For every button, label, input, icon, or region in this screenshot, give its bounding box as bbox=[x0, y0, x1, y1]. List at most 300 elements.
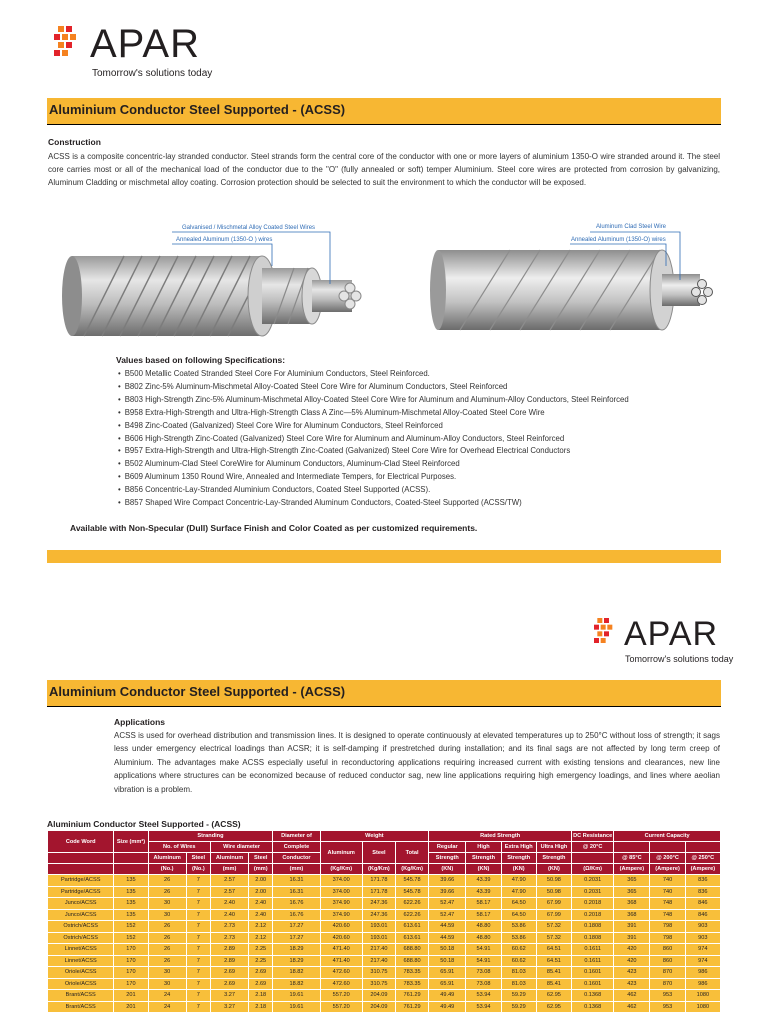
table-cell: 59.29 bbox=[501, 1001, 536, 1013]
table-cell: Junco/ACSS bbox=[48, 898, 114, 910]
table-cell: Ostrich/ACSS bbox=[48, 921, 114, 933]
table-cell: 974 bbox=[685, 944, 720, 956]
table-cell: 135 bbox=[114, 898, 148, 910]
table-cell: 170 bbox=[114, 967, 148, 979]
table-cell: 64.50 bbox=[501, 898, 536, 910]
table-cell: 2.73 bbox=[210, 921, 248, 933]
page1-title: Aluminium Conductor Steel Supported - (ACSS) bbox=[49, 102, 346, 117]
col-weight-aluminum: Aluminum bbox=[320, 842, 362, 864]
table-cell: 26 bbox=[148, 944, 186, 956]
construction-heading: Construction bbox=[48, 137, 101, 147]
table-row bbox=[48, 909, 721, 921]
table-cell: 247.36 bbox=[362, 909, 395, 921]
table-cell: Linnet/ACSS bbox=[48, 944, 114, 956]
unit-cell: (No.) bbox=[186, 864, 210, 875]
page2-title: Aluminium Conductor Steel Supported - (ACSS) bbox=[49, 684, 346, 699]
table-cell: 7 bbox=[186, 932, 210, 944]
table-cell: 953 bbox=[650, 990, 685, 1002]
table-cell: 81.03 bbox=[501, 967, 536, 979]
apar-logo-mark-icon bbox=[594, 618, 619, 643]
table-cell: 2.25 bbox=[249, 944, 273, 956]
table-title: Aluminium Conductor Steel Supported - (ACSS) bbox=[47, 819, 241, 829]
table-cell: 688.80 bbox=[396, 944, 429, 956]
table-cell: 7 bbox=[186, 978, 210, 990]
table-cell: 0.1601 bbox=[572, 967, 614, 979]
table-cell: 17.27 bbox=[273, 932, 320, 944]
table-cell: 26 bbox=[148, 932, 186, 944]
table-cell: 60.62 bbox=[501, 944, 536, 956]
col-high: High bbox=[466, 842, 501, 853]
table-cell: 2.40 bbox=[249, 898, 273, 910]
table-cell: 471.40 bbox=[320, 944, 362, 956]
unit-cell: (Ω/Km) bbox=[572, 864, 614, 875]
table-cell: 26 bbox=[148, 875, 186, 887]
brand-name: APAR bbox=[624, 615, 719, 653]
table-cell: 44.59 bbox=[429, 921, 466, 933]
table-cell: 30 bbox=[148, 967, 186, 979]
table-cell: 846 bbox=[685, 909, 720, 921]
spec-item: • B958 Extra-High-Strength and Ultra-High-Strength Class A Zinc—5% Aluminum-Mischmetal Alloy-Coated Steel Core Wire bbox=[118, 407, 629, 420]
table-cell: 1080 bbox=[685, 1001, 720, 1013]
unit-cell: (Kg/Km) bbox=[320, 864, 362, 875]
table-cell: 81.03 bbox=[501, 978, 536, 990]
table-cell: 135 bbox=[114, 909, 148, 921]
col-stranding: Stranding bbox=[148, 831, 273, 842]
table-cell: 391 bbox=[614, 921, 650, 933]
table-cell: 2.69 bbox=[249, 978, 273, 990]
spec-item: • B856 Concentric-Lay-Stranded Aluminium Conductors, Coated Steel Supported (ACSS). bbox=[118, 484, 629, 497]
table-cell: 52.47 bbox=[429, 909, 466, 921]
table-cell: 7 bbox=[186, 1001, 210, 1013]
brand-tagline: Tomorrow's solutions today bbox=[625, 654, 734, 664]
col-current-blank bbox=[614, 842, 650, 853]
table-cell: 7 bbox=[186, 955, 210, 967]
table-cell: 64.51 bbox=[536, 955, 571, 967]
table-cell: 2.18 bbox=[249, 990, 273, 1002]
unit-cell: (KN) bbox=[429, 864, 466, 875]
construction-text: ACSS is a composite concentric-lay stranded conductor. Steel strands form the central core of the conductor with one or more layers of aluminium 1350-O wire stranded around it. The steel core carries most or all of the mechanical load of the conductor due to the "O" (fully annealed or soft) temper Aluminium. Steel core wires are protected from corrosion by galvanizing, Aluminum Cladding or mischmetal alloy coating. Corrosion protection should be selected to suit the environment to which the conductor will be exposed. bbox=[48, 152, 720, 188]
table-cell: 19.61 bbox=[273, 1001, 320, 1013]
table-cell: 26 bbox=[148, 955, 186, 967]
table-cell: 860 bbox=[650, 944, 685, 956]
table-cell: 740 bbox=[650, 875, 685, 887]
table-cell: 391 bbox=[614, 932, 650, 944]
table-cell: Partridge/ACSS bbox=[48, 875, 114, 887]
col-current-blank bbox=[685, 842, 720, 853]
spec-item: • B502 Aluminum-Clad Steel CoreWire for Aluminum Conductors, Aluminum-Clad Steel Reinforced bbox=[118, 458, 629, 471]
table-cell: 368 bbox=[614, 898, 650, 910]
table-cell: 557.20 bbox=[320, 1001, 362, 1013]
table-cell: 2.89 bbox=[210, 944, 248, 956]
table-cell: 374.00 bbox=[320, 875, 362, 887]
unit-cell: (mm) bbox=[249, 864, 273, 875]
table-cell: 7 bbox=[186, 944, 210, 956]
table-cell: 374.90 bbox=[320, 909, 362, 921]
table-cell: 0.2018 bbox=[572, 909, 614, 921]
table-cell: 52.47 bbox=[429, 898, 466, 910]
table-cell: 903 bbox=[685, 932, 720, 944]
table-cell: 2.57 bbox=[210, 886, 248, 898]
table-cell: 903 bbox=[685, 921, 720, 933]
table-cell: 2.00 bbox=[249, 886, 273, 898]
table-cell: 54.91 bbox=[466, 955, 501, 967]
table-cell: 65.91 bbox=[429, 978, 466, 990]
applications-heading: Applications bbox=[114, 717, 166, 727]
table-cell: 16.31 bbox=[273, 886, 320, 898]
table-cell: 16.76 bbox=[273, 898, 320, 910]
table-cell: 3.27 bbox=[210, 1001, 248, 1013]
col-strength: Strength bbox=[501, 853, 536, 864]
table-cell: 171.78 bbox=[362, 875, 395, 887]
table-cell: 462 bbox=[614, 1001, 650, 1013]
col-code-blank bbox=[48, 853, 114, 864]
table-cell: 2.40 bbox=[210, 909, 248, 921]
table-cell: 58.17 bbox=[466, 909, 501, 921]
table-cell: 65.91 bbox=[429, 967, 466, 979]
table-cell: Ostrich/ACSS bbox=[48, 932, 114, 944]
table-cell: 16.76 bbox=[273, 909, 320, 921]
table-cell: 171.78 bbox=[362, 886, 395, 898]
left-image-label-steel: Galvanised / Mischmetal Alloy Coated Steel Wires bbox=[182, 225, 316, 231]
table-cell: 18.82 bbox=[273, 967, 320, 979]
table-cell: 7 bbox=[186, 990, 210, 1002]
page1-footer-strip bbox=[47, 550, 721, 563]
table-cell: 50.98 bbox=[536, 875, 571, 887]
table-cell: Junco/ACSS bbox=[48, 909, 114, 921]
specs-heading: Values based on following Specifications: bbox=[116, 355, 286, 365]
table-cell: 67.99 bbox=[536, 909, 571, 921]
table-cell: 17.27 bbox=[273, 921, 320, 933]
table-cell: 170 bbox=[114, 978, 148, 990]
unit-cell: (Ampere) bbox=[614, 864, 650, 875]
col-regular: Regular bbox=[429, 842, 466, 853]
unit-cell: (mm) bbox=[273, 864, 320, 875]
table-cell: 688.80 bbox=[396, 955, 429, 967]
table-cell: Brant/ACSS bbox=[48, 990, 114, 1002]
table-cell: 557.20 bbox=[320, 990, 362, 1002]
table-cell: 49.49 bbox=[429, 990, 466, 1002]
table-cell: 49.49 bbox=[429, 1001, 466, 1013]
table-cell: 53.94 bbox=[466, 990, 501, 1002]
table-cell: 26 bbox=[148, 886, 186, 898]
table-cell: 870 bbox=[650, 978, 685, 990]
col-wire-diameter: Wire diameter bbox=[210, 842, 272, 853]
col-strength: Strength bbox=[536, 853, 571, 864]
table-cell: 193.01 bbox=[362, 932, 395, 944]
table-cell: 50.18 bbox=[429, 944, 466, 956]
brand-name: APAR bbox=[90, 22, 200, 66]
table-cell: 152 bbox=[114, 921, 148, 933]
table-cell: 62.95 bbox=[536, 990, 571, 1002]
table-cell: 310.75 bbox=[362, 967, 395, 979]
table-cell: 0.2031 bbox=[572, 886, 614, 898]
spec-item: • B802 Zinc-5% Aluminum-Mischmetal Alloy-Coated Steel Core Wire for Aluminum Conductors, Steel Reinforced bbox=[118, 381, 629, 394]
table-cell: 7 bbox=[186, 921, 210, 933]
table-cell: 783.35 bbox=[396, 978, 429, 990]
table-cell: 47.90 bbox=[501, 886, 536, 898]
table-units-row bbox=[48, 864, 721, 875]
col-diameter: Conductor bbox=[273, 853, 320, 864]
table-cell: 16.31 bbox=[273, 875, 320, 887]
table-cell: 0.1611 bbox=[572, 944, 614, 956]
table-cell: 986 bbox=[685, 978, 720, 990]
unit-cell bbox=[114, 864, 148, 875]
unit-cell: (Kg/Km) bbox=[396, 864, 429, 875]
table-row bbox=[48, 990, 721, 1002]
table-cell: 365 bbox=[614, 875, 650, 887]
table-cell: 217.40 bbox=[362, 944, 395, 956]
table-cell: 7 bbox=[186, 909, 210, 921]
col-steel: Steel bbox=[186, 853, 210, 864]
table-cell: 2.18 bbox=[249, 1001, 273, 1013]
table-cell: 761.29 bbox=[396, 1001, 429, 1013]
spec-item: • B606 High-Strength Zinc-Coated (Galvanized) Steel Core Wire for Aluminum and Aluminum-Alloy Conductors, Steel Reinforced bbox=[118, 433, 629, 446]
table-cell: 2.12 bbox=[249, 921, 273, 933]
table-cell: 622.26 bbox=[396, 909, 429, 921]
col-diameter: Diameter of bbox=[273, 831, 320, 842]
table-cell: 374.90 bbox=[320, 898, 362, 910]
apar-logo-mark-icon bbox=[54, 26, 84, 56]
col-current-85: @ 85°C bbox=[614, 853, 650, 864]
table-cell: 545.78 bbox=[396, 886, 429, 898]
table-cell: 2.00 bbox=[249, 875, 273, 887]
table-cell: 472.60 bbox=[320, 978, 362, 990]
col-current-blank bbox=[650, 842, 685, 853]
table-cell: 798 bbox=[650, 932, 685, 944]
table-cell: 545.78 bbox=[396, 875, 429, 887]
table-cell: 783.35 bbox=[396, 967, 429, 979]
table-cell: 374.00 bbox=[320, 886, 362, 898]
table-cell: 39.66 bbox=[429, 886, 466, 898]
table-cell: 30 bbox=[148, 909, 186, 921]
table-cell: 201 bbox=[114, 1001, 148, 1013]
table-cell: 204.09 bbox=[362, 990, 395, 1002]
table-row bbox=[48, 955, 721, 967]
table-cell: 24 bbox=[148, 990, 186, 1002]
table-cell: Oriole/ACSS bbox=[48, 978, 114, 990]
right-image-label-aluminum: Annealed Aluminum (1350-O) wires bbox=[571, 237, 666, 243]
acss-stranded-conductor-image bbox=[62, 226, 362, 354]
table-cell: 2.89 bbox=[210, 955, 248, 967]
table-cell: Brant/ACSS bbox=[48, 1001, 114, 1013]
table-cell: 613.61 bbox=[396, 932, 429, 944]
table-cell: 974 bbox=[685, 955, 720, 967]
unit-cell: (No.) bbox=[148, 864, 186, 875]
table-cell: 0.1601 bbox=[572, 978, 614, 990]
table-cell: 748 bbox=[650, 909, 685, 921]
table-cell: 2.69 bbox=[210, 967, 248, 979]
table-cell: 7 bbox=[186, 886, 210, 898]
table-row bbox=[48, 921, 721, 933]
table-cell: 0.1611 bbox=[572, 955, 614, 967]
table-cell: 62.95 bbox=[536, 1001, 571, 1013]
col-dc-resistance: @ 20°C bbox=[572, 842, 614, 853]
table-cell: 2.12 bbox=[249, 932, 273, 944]
page2-title-bar bbox=[47, 680, 721, 707]
table-cell: 24 bbox=[148, 1001, 186, 1013]
table-row bbox=[48, 944, 721, 956]
table-row bbox=[48, 978, 721, 990]
table-cell: Partridge/ACSS bbox=[48, 886, 114, 898]
table-cell: 7 bbox=[186, 898, 210, 910]
table-cell: Oriole/ACSS bbox=[48, 967, 114, 979]
table-cell: 846 bbox=[685, 898, 720, 910]
table-cell: 420 bbox=[614, 944, 650, 956]
table-cell: 0.1368 bbox=[572, 990, 614, 1002]
col-ultra-high: Ultra High bbox=[536, 842, 571, 853]
col-weight: Weight bbox=[320, 831, 429, 842]
table-cell: 471.40 bbox=[320, 955, 362, 967]
table-cell: 310.75 bbox=[362, 978, 395, 990]
table-cell: 67.99 bbox=[536, 898, 571, 910]
unit-cell: (Ampere) bbox=[685, 864, 720, 875]
unit-cell: (Kg/Km) bbox=[362, 864, 395, 875]
availability-note: Available with Non-Specular (Dull) Surface Finish and Color Coated as per customized requirements. bbox=[70, 523, 478, 533]
table-cell: 64.50 bbox=[501, 909, 536, 921]
table-cell: 462 bbox=[614, 990, 650, 1002]
table-cell: 0.1808 bbox=[572, 932, 614, 944]
spec-item: • B498 Zinc-Coated (Galvanized) Steel Core Wire for Aluminum Conductors, Steel Reinforced bbox=[118, 420, 629, 433]
left-image-label-aluminum: Annealed Aluminum (1350-O ) wires bbox=[176, 237, 273, 243]
table-cell: 2.40 bbox=[210, 898, 248, 910]
acss-spec-table bbox=[47, 830, 721, 1013]
unit-cell: (KN) bbox=[536, 864, 571, 875]
table-cell: 18.29 bbox=[273, 955, 320, 967]
table-cell: 836 bbox=[685, 886, 720, 898]
unit-cell: (KN) bbox=[466, 864, 501, 875]
table-cell: 60.62 bbox=[501, 955, 536, 967]
table-cell: 64.51 bbox=[536, 944, 571, 956]
acss-aluminum-clad-conductor-image bbox=[430, 226, 720, 342]
table-cell: 368 bbox=[614, 909, 650, 921]
table-cell: 472.60 bbox=[320, 967, 362, 979]
table-cell: 420.60 bbox=[320, 932, 362, 944]
table-cell: 26 bbox=[148, 921, 186, 933]
table-cell: 30 bbox=[148, 898, 186, 910]
table-cell: 152 bbox=[114, 932, 148, 944]
col-no-of-wires: No. of Wires bbox=[148, 842, 210, 853]
unit-cell: (Ampere) bbox=[650, 864, 685, 875]
col-rated-strength: Rated Strength bbox=[429, 831, 572, 842]
table-cell: 57.32 bbox=[536, 932, 571, 944]
col-weight-total: Total bbox=[396, 842, 429, 864]
spec-item: • B957 Extra-High-Strength and Ultra-High-Strength Zinc-Coated (Galvanized) Steel Core Wire for Overhead Electrical Conductors bbox=[118, 445, 629, 458]
table-cell: 85.41 bbox=[536, 978, 571, 990]
col-current-capacity: Current Capacity bbox=[614, 831, 721, 842]
table-cell: 2.69 bbox=[249, 967, 273, 979]
applications-text: ACSS is used for overhead distribution and transmission lines. It is designed to operate continuously at elevated temperatures up to 250°C without loss of strength; it sags less under emergency electrical loadings than ACSR; it is self-damping if prestretched during installation; and its final sags are not affected by long term creep of Aluminium. The advantages make ACSS especially useful in reconductoring applications requiring increased current with existing tensions and clearances, new line applications where structures can be economized because of reduced conductor sag, new line applications requiring high emergency loadings, and lines where aeolian vibration is a problem. bbox=[114, 731, 720, 794]
table-cell: 247.36 bbox=[362, 898, 395, 910]
table-cell: 761.29 bbox=[396, 990, 429, 1002]
table-cell: 613.61 bbox=[396, 921, 429, 933]
unit-cell: (mm) bbox=[210, 864, 248, 875]
table-cell: 135 bbox=[114, 875, 148, 887]
table-cell: 1080 bbox=[685, 990, 720, 1002]
table-cell: 73.08 bbox=[466, 967, 501, 979]
table-cell: 217.40 bbox=[362, 955, 395, 967]
table-cell: 44.59 bbox=[429, 932, 466, 944]
table-cell: 48.80 bbox=[466, 932, 501, 944]
table-cell: 43.39 bbox=[466, 886, 501, 898]
table-cell: 420.60 bbox=[320, 921, 362, 933]
unit-cell bbox=[48, 864, 114, 875]
table-cell: 2.73 bbox=[210, 932, 248, 944]
table-cell: 2.57 bbox=[210, 875, 248, 887]
table-cell: 58.17 bbox=[466, 898, 501, 910]
table-row bbox=[48, 886, 721, 898]
table-cell: 39.66 bbox=[429, 875, 466, 887]
unit-cell: (KN) bbox=[501, 864, 536, 875]
table-cell: 423 bbox=[614, 978, 650, 990]
table-cell: 47.90 bbox=[501, 875, 536, 887]
table-row bbox=[48, 875, 721, 887]
table-cell: 798 bbox=[650, 921, 685, 933]
table-cell: 740 bbox=[650, 886, 685, 898]
table-row bbox=[48, 898, 721, 910]
table-cell: 860 bbox=[650, 955, 685, 967]
page1-title-bar bbox=[47, 98, 721, 125]
spec-item: • B857 Shaped Wire Compact Concentric-Lay-Stranded Aluminum Conductors, Coated-Steel Supported (ACSS/TW) bbox=[118, 497, 629, 510]
specs-list bbox=[118, 368, 629, 510]
table-cell: 2.40 bbox=[249, 909, 273, 921]
table-body bbox=[48, 875, 721, 1013]
table-cell: 365 bbox=[614, 886, 650, 898]
table-cell: 43.39 bbox=[466, 875, 501, 887]
table-cell: 420 bbox=[614, 955, 650, 967]
table-header-row bbox=[48, 831, 721, 842]
col-extra-high: Extra High bbox=[501, 842, 536, 853]
spec-item: • B609 Aluminum 1350 Round Wire, Annealed and Intermediate Tempers, for Electrical Purposes. bbox=[118, 471, 629, 484]
table-cell: 18.29 bbox=[273, 944, 320, 956]
col-current-250: @ 250°C bbox=[685, 853, 720, 864]
col-size-blank bbox=[114, 853, 148, 864]
col-strength: Strength bbox=[466, 853, 501, 864]
table-cell: 30 bbox=[148, 978, 186, 990]
apar-logo-page2 bbox=[594, 615, 734, 668]
table-row bbox=[48, 1001, 721, 1013]
table-cell: 50.98 bbox=[536, 886, 571, 898]
table-cell: 50.18 bbox=[429, 955, 466, 967]
table-cell: 170 bbox=[114, 955, 148, 967]
table-cell: 2.25 bbox=[249, 955, 273, 967]
col-aluminum: Aluminum bbox=[210, 853, 248, 864]
col-weight-steel: Steel bbox=[362, 842, 395, 864]
col-code-word: Code Word bbox=[48, 831, 114, 853]
table-cell: 0.1368 bbox=[572, 1001, 614, 1013]
table-cell: 85.41 bbox=[536, 967, 571, 979]
table-cell: 135 bbox=[114, 886, 148, 898]
col-dc-blank bbox=[572, 853, 614, 864]
col-diameter: Complete bbox=[273, 842, 320, 853]
table-cell: 0.1808 bbox=[572, 921, 614, 933]
col-current-200: @ 200°C bbox=[650, 853, 685, 864]
table-cell: 57.32 bbox=[536, 921, 571, 933]
table-cell: 204.09 bbox=[362, 1001, 395, 1013]
brand-tagline: Tomorrow's solutions today bbox=[92, 68, 213, 79]
table-cell: 836 bbox=[685, 875, 720, 887]
table-cell: 2.69 bbox=[210, 978, 248, 990]
right-image-label-clad-steel: Aluminum Clad Steel Wire bbox=[596, 224, 667, 230]
apar-logo bbox=[54, 22, 224, 86]
table-cell: 748 bbox=[650, 898, 685, 910]
table-cell: 986 bbox=[685, 967, 720, 979]
table-cell: 953 bbox=[650, 1001, 685, 1013]
table-row bbox=[48, 932, 721, 944]
table-cell: 53.86 bbox=[501, 921, 536, 933]
table-cell: 54.91 bbox=[466, 944, 501, 956]
col-strength: Strength bbox=[429, 853, 466, 864]
table-cell: 53.86 bbox=[501, 932, 536, 944]
